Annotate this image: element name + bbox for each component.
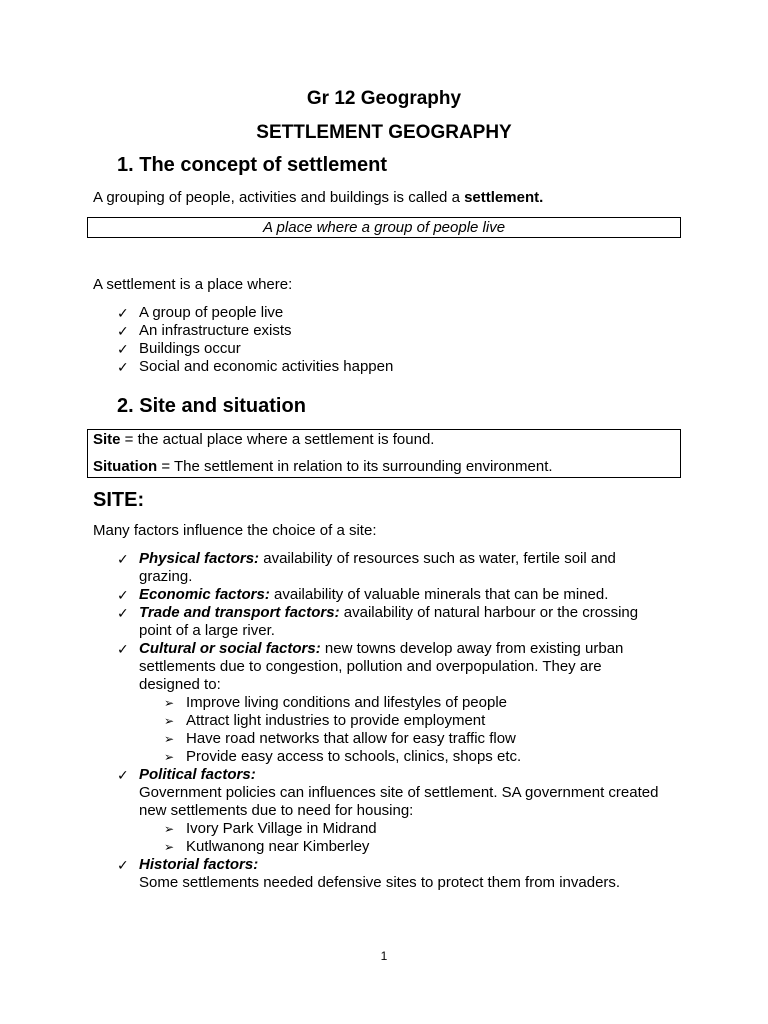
list-item (164, 694, 659, 712)
list-item (164, 748, 659, 766)
definition-text: A place where a group of people live (262, 219, 506, 236)
political-sublist (164, 820, 659, 856)
list-item-text: Provide easy access to schools, clinics, shops etc. (186, 748, 522, 765)
factor-political (117, 766, 659, 784)
political-text: Government policies can influences site of settlement. SA government created new settlements due to need for housing: (139, 784, 659, 819)
factor-physical (117, 550, 659, 586)
arrow-bullet-icon: ➢ (164, 696, 175, 710)
course-title: Gr 12 Geography (306, 88, 462, 109)
factor-text: availability of valuable minerals that can be mined. (269, 586, 609, 603)
factor-text: availability of resources such as water, fertile soil and grazing. (139, 550, 616, 585)
check-icon: ✓ (117, 587, 129, 603)
check-icon: ✓ (117, 305, 129, 321)
list-item-text: An infrastructure exists (139, 322, 292, 339)
list-item-text: Have road networks that allow for easy traffic flow (186, 730, 516, 747)
list-item-text: Attract light industries to provide employment (186, 712, 486, 729)
topic-title: SETTLEMENT GEOGRAPHY (256, 122, 512, 143)
site-def-text: = the actual place where a settlement is found. (120, 431, 435, 448)
factor-label: Cultural or social factors: (139, 640, 321, 657)
list-item-text: Social and economic activities happen (139, 358, 394, 375)
site-term: Site (93, 431, 121, 448)
site-heading: SITE: (93, 489, 145, 511)
situation-definition (93, 458, 553, 476)
check-icon: ✓ (117, 551, 129, 567)
list-item (117, 358, 394, 376)
factor-text: new towns develop away from existing urban settlements due to congestion, pollution and overpopulation. They are designed to: (139, 640, 624, 693)
list-item (117, 322, 393, 340)
list-item (164, 730, 659, 748)
list-item-text: A group of people live (139, 304, 284, 321)
list-item (117, 340, 393, 358)
factor-label: Political factors: (139, 766, 256, 783)
arrow-bullet-icon: ➢ (164, 750, 175, 764)
check-icon: ✓ (117, 857, 129, 873)
factor-label: Historial factors: (139, 856, 259, 873)
check-icon: ✓ (117, 641, 129, 657)
list-item-text: Improve living conditions and lifestyles of people (186, 694, 508, 711)
situation-def-text: = The settlement in relation to its surrounding environment. (157, 458, 553, 475)
check-icon: ✓ (117, 767, 129, 783)
list-item (164, 712, 659, 730)
site-factors-list (117, 550, 659, 892)
check-icon: ✓ (117, 605, 129, 621)
factor-historical (117, 856, 659, 874)
historical-text: Some settlements needed defensive sites to protect them from invaders. (139, 874, 621, 891)
list-item (164, 820, 659, 838)
page-number: 1 (380, 949, 388, 963)
arrow-bullet-icon: ➢ (164, 714, 175, 728)
check-icon: ✓ (117, 359, 129, 375)
list-item-text: Ivory Park Village in Midrand (186, 820, 377, 837)
intro-bold-term: settlement. (464, 189, 544, 206)
factor-label: Physical factors: (139, 550, 260, 567)
factor-label: Economic factors: (139, 586, 270, 603)
list-item (117, 304, 393, 322)
list-item (164, 838, 659, 856)
arrow-bullet-icon: ➢ (164, 822, 175, 836)
cultural-sublist (164, 694, 659, 766)
arrow-bullet-icon: ➢ (164, 732, 175, 746)
factor-text: availability of natural harbour or the crossing point of a large river. (139, 604, 639, 639)
settlement-checklist (117, 304, 394, 376)
check-icon: ✓ (117, 341, 129, 357)
site-definition (93, 431, 434, 449)
site-situation-box (87, 429, 681, 478)
list-item-text: Kutlwanong near Kimberley (186, 838, 370, 855)
situation-term: Situation (93, 458, 158, 475)
definition-box (87, 217, 681, 238)
check-icon: ✓ (117, 323, 129, 339)
factor-label: Trade and transport factors: (139, 604, 340, 621)
section2-heading: 2. Site and situation (117, 395, 306, 417)
intro-text: A grouping of people, activities and buildings is called a (93, 189, 465, 206)
factor-economic (117, 586, 659, 604)
list-item-text: Buildings occur (139, 340, 241, 357)
list-intro: A settlement is a place where: (93, 276, 293, 293)
factor-trade (117, 604, 659, 640)
section1-heading: 1. The concept of settlement (117, 154, 388, 176)
arrow-bullet-icon: ➢ (164, 840, 175, 854)
factor-cultural (117, 640, 659, 694)
section1-intro (93, 189, 543, 207)
site-intro: Many factors influence the choice of a site: (93, 522, 377, 539)
